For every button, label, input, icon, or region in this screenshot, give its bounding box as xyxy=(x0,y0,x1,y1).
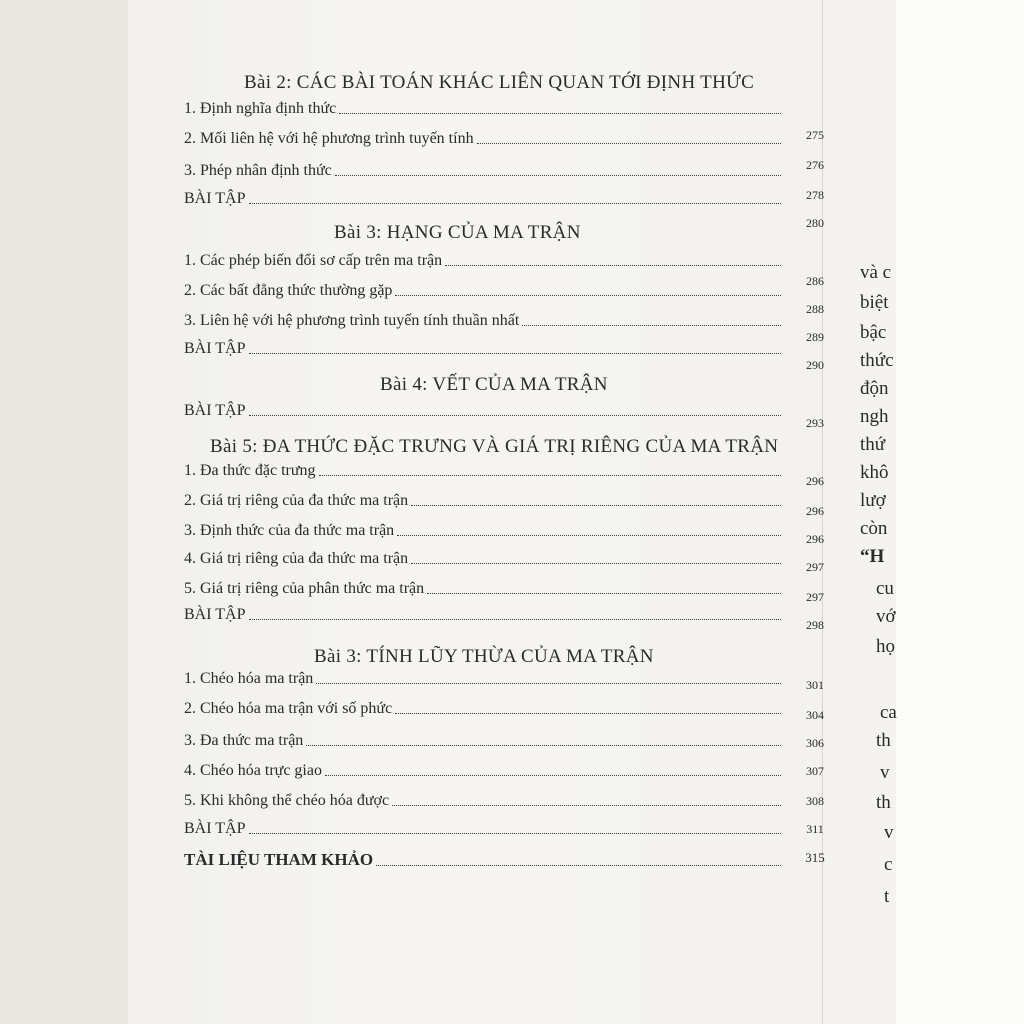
toc-entry-label: 3. Định thức của đa thức ma trận xyxy=(184,522,395,539)
next-page-text: th xyxy=(876,730,891,751)
toc-page-number: 293 xyxy=(806,416,824,430)
next-page-text: bậc xyxy=(860,322,887,343)
leader-dots xyxy=(477,142,781,144)
leader-dots xyxy=(392,804,781,806)
next-page-text: t xyxy=(884,886,890,907)
next-page-text: th xyxy=(876,792,891,813)
leader-dots xyxy=(445,264,781,266)
toc-entry-label: 3. Liên hệ với hệ phương trình tuyến tính thuần nhất xyxy=(184,312,520,329)
leader-dots xyxy=(395,712,781,714)
section-heading: Bài 3: TÍNH LŨY THỪA CỦA MA TRẬN xyxy=(314,646,654,667)
section-heading: Bài 2: CÁC BÀI TOÁN KHÁC LIÊN QUAN TỚI ĐỊNH THỨC xyxy=(244,72,755,93)
toc-entry[interactable] xyxy=(184,492,784,510)
section-heading: Bài 4: VẾT CỦA MA TRẬN xyxy=(380,374,608,395)
leader-dots xyxy=(522,324,781,326)
leader-dots xyxy=(395,294,781,296)
toc-entry-label: 5. Khi không thể chéo hóa được xyxy=(184,792,390,809)
leader-dots xyxy=(249,618,782,620)
toc-entry-label: 1. Chéo hóa ma trận xyxy=(184,670,314,687)
next-page-text: “H xyxy=(860,546,885,567)
toc-page-number: 296 xyxy=(806,474,824,488)
toc-entry-label: 1. Định nghĩa định thức xyxy=(184,100,337,117)
toc-entry[interactable] xyxy=(184,282,784,300)
toc-page-number: 307 xyxy=(806,764,824,778)
toc-page-number: 297 xyxy=(806,590,824,604)
next-page-text: độn xyxy=(860,378,889,399)
toc-entry[interactable] xyxy=(184,252,784,270)
leader-dots xyxy=(397,534,781,536)
toc-page-number: 280 xyxy=(806,216,824,230)
toc-entry[interactable] xyxy=(184,700,784,718)
toc-entry[interactable] xyxy=(184,462,784,480)
toc-page-number: 296 xyxy=(806,504,824,518)
leader-dots xyxy=(335,174,781,176)
next-page-text: thứ xyxy=(860,434,886,455)
toc-entry[interactable] xyxy=(184,820,784,838)
toc-entry[interactable] xyxy=(184,402,784,420)
toc-entry-label: 4. Giá trị riêng của đa thức ma trận xyxy=(184,550,409,567)
toc-page-number: 275 xyxy=(806,128,824,142)
toc-page-number: 278 xyxy=(806,188,824,202)
toc-entry[interactable] xyxy=(184,580,784,598)
leader-dots xyxy=(249,414,782,416)
next-page-text: và c xyxy=(860,262,892,283)
toc-entry-label: 2. Chéo hóa ma trận với số phức xyxy=(184,700,393,717)
toc-entry-label: BÀI TẬP xyxy=(184,820,246,837)
toc-page-number: 296 xyxy=(806,532,824,546)
leader-dots xyxy=(325,774,781,776)
toc-entry-label: BÀI TẬP xyxy=(184,606,246,623)
toc-entry-label: 4. Chéo hóa trực giao xyxy=(184,762,322,779)
leader-dots xyxy=(376,864,781,866)
toc-entry[interactable] xyxy=(184,312,784,330)
leader-dots xyxy=(306,744,781,746)
toc-entry[interactable] xyxy=(184,340,784,358)
leader-dots xyxy=(339,112,781,114)
next-page-text: v xyxy=(884,822,894,843)
toc-page-number: 286 xyxy=(806,274,824,288)
next-page-text: vớ xyxy=(876,606,896,627)
toc-page-number: 298 xyxy=(806,618,824,632)
toc-page-number: 301 xyxy=(806,678,824,692)
toc-entry[interactable] xyxy=(184,670,784,688)
toc-entry-label: 5. Giá trị riêng của phân thức ma trận xyxy=(184,580,425,597)
next-page-text: c xyxy=(884,854,893,875)
toc-entry-label: 1. Các phép biến đổi sơ cấp trên ma trận xyxy=(184,252,443,269)
next-page-text: còn xyxy=(860,518,888,539)
next-page-text: khô xyxy=(860,462,889,483)
leader-dots xyxy=(249,832,782,834)
toc-entry[interactable] xyxy=(184,522,784,540)
toc-entry-references[interactable] xyxy=(184,850,784,870)
toc-entry-label: TÀI LIỆU THAM KHẢO xyxy=(184,850,374,869)
toc-entry-label: 2. Mối liên hệ với hệ phương trình tuyến tính xyxy=(184,130,474,147)
toc-entry[interactable] xyxy=(184,100,784,118)
leader-dots xyxy=(427,592,781,594)
toc-page-number: 290 xyxy=(806,358,824,372)
toc-entry[interactable] xyxy=(184,792,784,810)
toc-page-number: 297 xyxy=(806,560,824,574)
toc-page-number: 315 xyxy=(805,850,825,865)
toc-entry[interactable] xyxy=(184,732,784,750)
toc-page-number: 288 xyxy=(806,302,824,316)
toc-entry-label: BÀI TẬP xyxy=(184,340,246,357)
leader-dots xyxy=(319,474,781,476)
next-page-text: v xyxy=(880,762,890,783)
toc-entry-label: 3. Phép nhân định thức xyxy=(184,162,332,179)
toc-entry-label: BÀI TẬP xyxy=(184,402,246,419)
toc-page-number: 276 xyxy=(806,158,824,172)
toc-page-number: 306 xyxy=(806,736,824,750)
next-page-text: ngh xyxy=(860,406,889,427)
next-page-text: thức xyxy=(860,350,894,371)
toc-entry[interactable] xyxy=(184,606,784,624)
next-page-text: cu xyxy=(876,578,894,599)
leader-dots xyxy=(411,562,781,564)
toc-page-number: 311 xyxy=(806,822,824,836)
leader-dots xyxy=(316,682,781,684)
leader-dots xyxy=(249,352,782,354)
toc-entry-label: BÀI TẬP xyxy=(184,190,246,207)
leader-dots xyxy=(249,202,782,204)
next-page-text: ca xyxy=(880,702,897,723)
next-page-text: lượ xyxy=(860,490,886,511)
next-page-text: họ xyxy=(876,636,895,657)
toc-entry-label: 3. Đa thức ma trận xyxy=(184,732,304,749)
section-heading: Bài 3: HẠNG CỦA MA TRẬN xyxy=(334,222,581,243)
toc-page-number: 304 xyxy=(806,708,824,722)
toc-entry[interactable] xyxy=(184,162,784,180)
toc-entry[interactable] xyxy=(184,130,784,148)
leader-dots xyxy=(411,504,781,506)
toc-entry[interactable] xyxy=(184,550,784,568)
toc-entry-label: 1. Đa thức đặc trưng xyxy=(184,462,316,479)
toc-page-number: 289 xyxy=(806,330,824,344)
toc-page-number: 308 xyxy=(806,794,824,808)
next-page-text: biệt xyxy=(860,292,889,313)
toc-entry[interactable] xyxy=(184,762,784,780)
section-heading: Bài 5: ĐA THỨC ĐẶC TRƯNG VÀ GIÁ TRỊ RIÊNG CỦA MA TRẬN xyxy=(210,436,779,457)
toc-entry-label: 2. Các bất đẳng thức thường gặp xyxy=(184,282,393,299)
toc-entry[interactable] xyxy=(184,190,784,208)
toc-entry-label: 2. Giá trị riêng của đa thức ma trận xyxy=(184,492,409,509)
